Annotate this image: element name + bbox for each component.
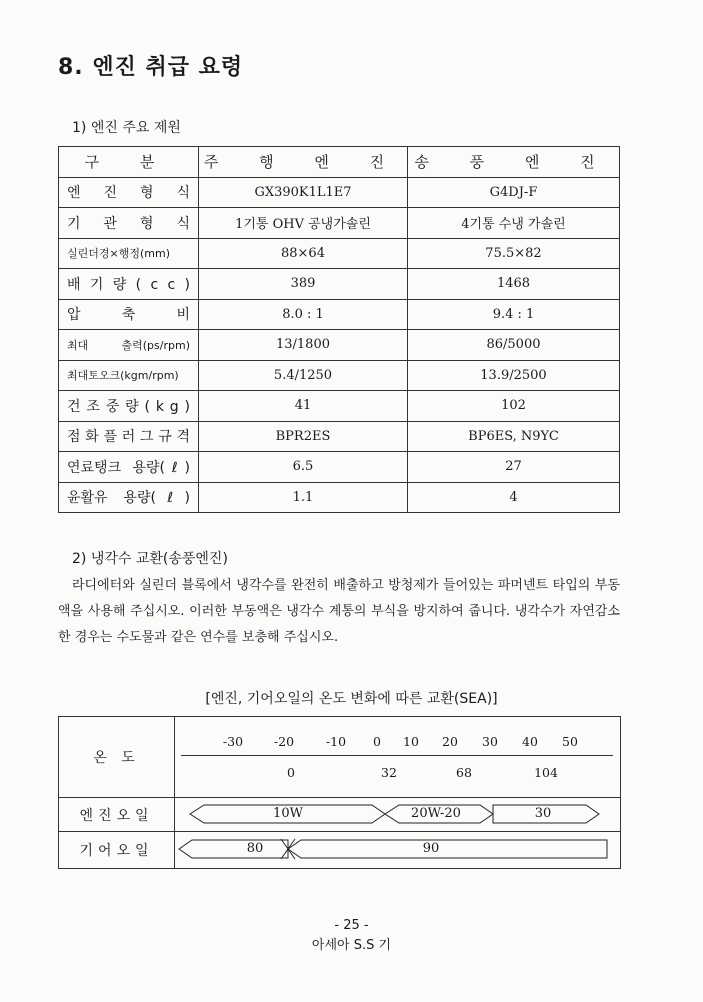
oil-temperature-table	[58, 716, 621, 869]
drive-value: 41	[199, 391, 408, 422]
drive-value: BPR2ES	[199, 421, 408, 452]
blower-value: 9.4 : 1	[408, 299, 620, 330]
row-label: 압 축 비	[59, 299, 199, 330]
blower-value: 27	[408, 452, 620, 483]
temperature-label: 온 도	[93, 750, 140, 766]
section1-heading: 1) 엔진 주요 제원	[72, 120, 181, 136]
engine-oil-grade: 30	[534, 806, 552, 821]
paragraph-text: 라디에터와 실린더 블록에서 냉각수를 완전히 배출하고 방청제가 들어있는 파머넨트 타입의 부동액을 사용해 주십시오. 이러한 부동액은 냉각수 계통의 부식을 방지하여 줍니다. 냉각수가 자연감소한 경우는 수도물과 같은 연수를 보충해 주십시오.	[58, 578, 620, 645]
row-label: 최대토오크(kgm/rpm)	[59, 360, 199, 391]
page-number: - 25 -	[334, 918, 369, 933]
engine-oil-grade: 10W	[273, 806, 303, 821]
table-row	[59, 391, 620, 422]
oil-range-bars	[59, 717, 620, 868]
blower-value: 75.5×82	[408, 238, 620, 269]
celsius-tick: 10	[403, 734, 419, 749]
row-label: 실린더경×행정(mm)	[59, 238, 199, 269]
row-label: 엔 진 형 식	[59, 177, 199, 208]
row-label: 배 기 량 ( c c )	[59, 269, 199, 300]
celsius-tick: 30	[482, 734, 498, 749]
blower-value: 86/5000	[408, 330, 620, 361]
blower-value: BP6ES, N9YC	[408, 421, 620, 452]
row-label: 최대 출력(ps/rpm)	[59, 330, 199, 361]
header-drive-engine: 주 행 엔 진	[199, 147, 408, 178]
header-category: 구 분	[59, 147, 199, 178]
drive-value: 13/1800	[199, 330, 408, 361]
drive-value: GX390K1L1E7	[199, 177, 408, 208]
blower-value: 102	[408, 391, 620, 422]
celsius-tick: 0	[373, 734, 381, 749]
drive-value: 88×64	[199, 238, 408, 269]
page-title: 8. 엔진 취급 요령	[58, 55, 244, 80]
fahrenheit-tick: 0	[287, 765, 295, 780]
engine-oil-label: 엔진오일	[79, 808, 154, 824]
fahrenheit-tick: 32	[381, 765, 397, 780]
fahrenheit-tick: 104	[534, 765, 558, 780]
gear-oil-grade: 80	[246, 841, 264, 856]
table-row	[59, 360, 620, 391]
gear-oil-grade: 90	[422, 841, 440, 856]
engine-spec-table	[58, 146, 620, 513]
fahrenheit-tick: 68	[456, 765, 472, 780]
row-label: 윤활유 용량(ℓ)	[59, 482, 199, 513]
table-row	[59, 238, 620, 269]
blower-value: 4	[408, 482, 620, 513]
row-label: 건 조 중 량 ( k g )	[59, 391, 199, 422]
gear-oil-90-bar	[288, 840, 607, 858]
celsius-tick: -10	[325, 734, 347, 749]
drive-value: 8.0 : 1	[199, 299, 408, 330]
table-row	[59, 299, 620, 330]
celsius-tick: 50	[562, 734, 578, 749]
blower-value: 4기통 수냉 가솔린	[408, 208, 620, 239]
section2-heading: 2) 냉각수 교환(송풍엔진)	[72, 551, 228, 567]
drive-value: 6.5	[199, 452, 408, 483]
publisher-name: 아세아 S.S 기	[311, 938, 392, 953]
table-row	[59, 208, 620, 239]
blower-value: G4DJ-F	[408, 177, 620, 208]
celsius-tick: 40	[522, 734, 538, 749]
celsius-tick: 20	[442, 734, 458, 749]
table-row	[59, 269, 620, 300]
drive-value: 389	[199, 269, 408, 300]
engine-oil-grade: 20W-20	[411, 806, 461, 821]
row-label: 연료탱크 용량(ℓ)	[59, 452, 199, 483]
blower-value: 13.9/2500	[408, 360, 620, 391]
drive-value: 1기통 OHV 공냉가솔린	[199, 208, 408, 239]
gear-oil-label: 기어오일	[79, 843, 154, 859]
row-label: 점 화 플 러 그 규 격	[59, 421, 199, 452]
table-row	[59, 177, 620, 208]
gear-oil-80-bar	[179, 840, 288, 858]
spec-header-row	[59, 147, 620, 178]
table-row	[59, 452, 620, 483]
table-row	[59, 421, 620, 452]
row-label: 기 관 형 식	[59, 208, 199, 239]
header-blower-engine: 송 풍 엔 진	[408, 147, 620, 178]
oil-table-caption: [엔진, 기어오일의 온도 변화에 따른 교환(SEA)]	[205, 691, 498, 707]
coolant-paragraph	[58, 573, 620, 651]
celsius-tick: -20	[273, 734, 295, 749]
table-row	[59, 330, 620, 361]
blower-value: 1468	[408, 269, 620, 300]
drive-value: 1.1	[199, 482, 408, 513]
drive-value: 5.4/1250	[199, 360, 408, 391]
celsius-tick: -30	[222, 734, 244, 749]
table-row	[59, 482, 620, 513]
